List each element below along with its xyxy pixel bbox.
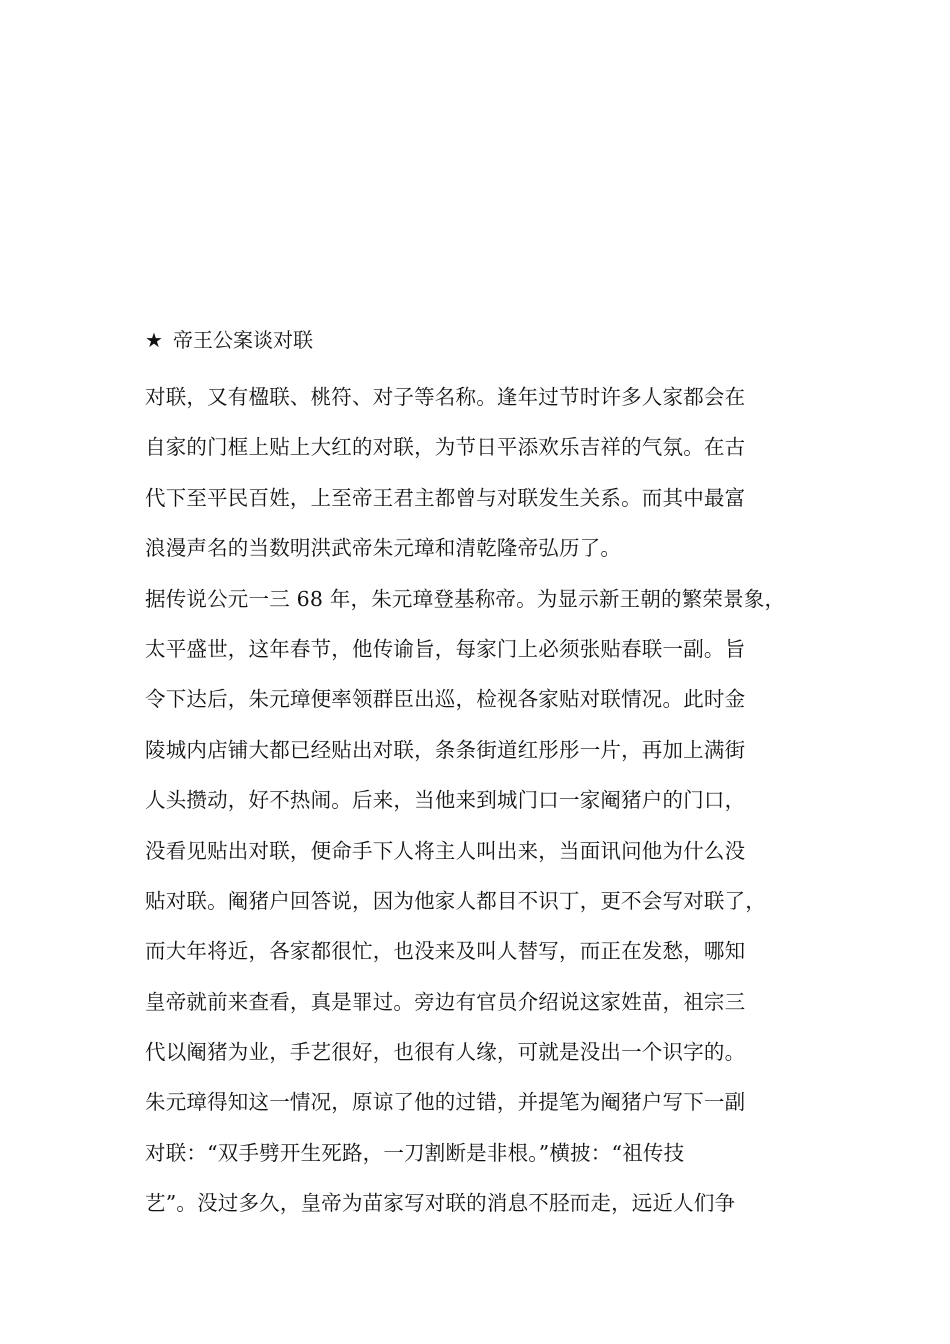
text-line: 代以阉猪为业，手艺很好，也很有人缘，可就是没出一个识字的。: [145, 1040, 746, 1065]
text-line: 人头攒动，好不热闹。后来，当他来到城门口一家阉猪户的门口，: [145, 788, 746, 813]
text-line: 自家的门框上贴上大红的对联，为节日平添欢乐吉祥的气氛。在古: [145, 435, 746, 460]
text-line: 皇帝就前来查看，真是罪过。旁边有官员介绍说这家姓苗，祖宗三: [145, 989, 746, 1014]
text-line: 陵城内店铺大都已经贴出对联，条条街道红彤彤一片，再加上满街: [145, 737, 746, 762]
text-line: 浪漫声名的当数明洪武帝朱元璋和清乾隆帝弘历了。: [145, 536, 622, 561]
text-line: 朱元璋得知这一情况，原谅了他的过错，并提笔为阉猪户写下一副: [145, 1090, 746, 1115]
text-line: 代下至平民百姓，上至帝王君主都曾与对联发生关系。而其中最富: [145, 485, 746, 510]
document-body: [145, 322, 825, 1229]
text-line: 艺”。没过多久，皇帝为苗家写对联的消息不胫而走，远近人们争: [145, 1191, 736, 1216]
section-heading-text: 帝王公案谈对联: [173, 328, 313, 352]
text-line: 贴对联。阉猪户回答说，因为他家人都目不识丁，更不会写对联了，: [145, 888, 766, 913]
text-line: 太平盛世，这年春节，他传谕旨，每家门上必须张贴春联一副。旨: [145, 636, 746, 661]
text-line: 据传说公元一三 68 年，朱元璋登基称帝。为显示新王朝的繁荣景象，: [145, 586, 786, 611]
text-line: 没看见贴出对联，便命手下人将主人叫出来，当面讯问他为什么没: [145, 838, 746, 863]
text-line: 而大年将近，各家都很忙，也没来及叫人替写，而正在发愁，哪知: [145, 939, 746, 964]
section-heading: [145, 322, 825, 358]
star-icon: ★: [145, 328, 163, 352]
text-line: 令下达后，朱元璋便率领群臣出巡，检视各家贴对联情况。此时金: [145, 687, 746, 712]
text-line: 对联：“双手劈开生死路，一刀割断是非根。”横披：“祖传技: [145, 1140, 685, 1165]
text-line: 对联，又有楹联、桃符、对子等名称。逢年过节时许多人家都会在: [145, 385, 746, 409]
